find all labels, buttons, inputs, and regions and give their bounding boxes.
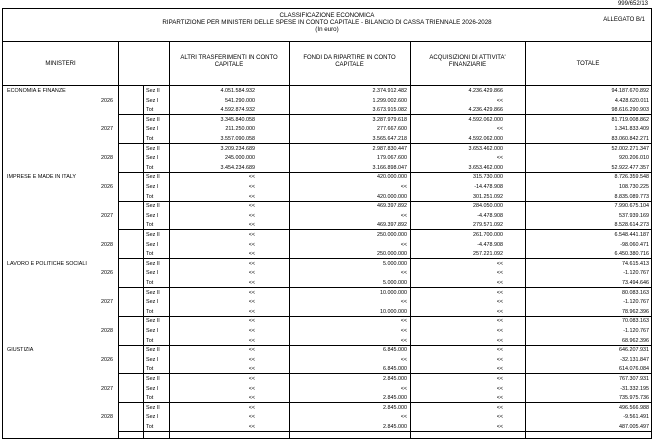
table-row	[3, 414, 651, 420]
document-number: 999/652/13	[617, 1, 648, 7]
value-cell: 315.730.000	[473, 174, 503, 181]
value-cell: <<	[496, 260, 503, 267]
value-cell: <<	[496, 289, 503, 296]
section-label: Tot	[146, 395, 154, 402]
value-cell: <<	[400, 184, 407, 190]
value-cell: 250.000.000	[377, 232, 407, 238]
value-cell: 7.990.675.104	[614, 203, 649, 210]
value-cell: 6.548.441.187	[614, 232, 649, 238]
value-cell: 5.000.000	[383, 280, 407, 286]
value-cell: <<	[248, 356, 255, 363]
value-cell: <<	[400, 241, 407, 248]
table-row	[3, 232, 651, 238]
value-cell: 3.287.979.618	[372, 116, 407, 123]
value-cell: 108.730.225	[619, 184, 649, 190]
table-row	[3, 146, 651, 152]
value-cell: 4.051.584.932	[220, 88, 255, 94]
section-label: Sez II	[146, 318, 160, 325]
attachment-label: ALLEGATO B/1	[603, 17, 645, 23]
value-cell: <<	[248, 241, 255, 248]
table-row	[3, 222, 651, 228]
table-row	[3, 366, 651, 372]
section-label: Sez I	[146, 299, 159, 306]
value-cell: 3.565.647.218	[372, 136, 407, 142]
value-cell: <<	[400, 212, 407, 219]
section-label: Sez I	[146, 184, 159, 190]
ministeri-header: MINISTERI	[45, 61, 76, 67]
section-label: Sez I	[146, 385, 159, 392]
value-cell: <<	[400, 318, 407, 325]
value-cell: 3.345.840.058	[220, 116, 255, 123]
value-cell: <<	[248, 289, 255, 296]
value-cell: <<	[248, 270, 255, 277]
value-cell: 767.307.931	[619, 376, 649, 382]
value-cell: <<	[400, 414, 407, 421]
value-cell: <<	[496, 347, 503, 354]
value-cell: 614.076.084	[619, 366, 649, 373]
table-row	[3, 309, 651, 315]
value-cell: <<	[248, 347, 255, 354]
value-cell: 211.250.000	[225, 126, 255, 133]
table-row	[3, 184, 651, 190]
section-label: Sez I	[146, 97, 159, 104]
table-row	[3, 136, 651, 142]
value-cell: 3.653.462.000	[468, 164, 503, 171]
value-cell: 2.845.000	[383, 424, 407, 430]
table-row	[3, 299, 651, 305]
section-label: Sez I	[146, 155, 159, 162]
table-row	[3, 261, 651, 267]
value-cell: <<	[248, 212, 255, 219]
table-row	[3, 251, 651, 257]
value-cell: 74.615.413	[622, 260, 649, 267]
table-row	[3, 213, 651, 219]
section-label: Tot	[146, 280, 154, 286]
year-cell: 2028	[101, 155, 113, 162]
value-cell: <<	[248, 280, 255, 286]
report-header	[2, 8, 652, 42]
value-cell: <<	[496, 424, 503, 430]
value-cell: <<	[496, 97, 503, 104]
value-cell: 3.653.462.000	[468, 145, 503, 152]
section-label: Sez I	[146, 414, 159, 421]
value-cell: 1.299.002.600	[372, 97, 407, 104]
value-cell: <<	[248, 193, 255, 200]
year-cell: 2026	[101, 356, 113, 363]
value-cell: 301.251.092	[473, 193, 503, 200]
table-row	[3, 405, 651, 411]
value-cell: 245.000.000	[225, 155, 255, 162]
value-cell: <<	[248, 414, 255, 421]
value-cell: <<	[248, 395, 255, 402]
value-cell: 1.341.833.409	[614, 126, 649, 133]
value-cell: 68.962.396	[622, 337, 649, 344]
value-cell: <<	[248, 299, 255, 306]
value-cell: <<	[248, 337, 255, 344]
value-cell: 10.000.000	[380, 289, 407, 296]
value-cell: <<	[496, 299, 503, 306]
value-cell: 537.939.169	[619, 212, 649, 219]
table-row	[3, 107, 651, 113]
table-row	[3, 88, 651, 94]
value-cell: <<	[400, 356, 407, 363]
table-row	[3, 174, 651, 180]
value-cell: 250.000.000	[377, 251, 407, 258]
value-cell: <<	[248, 424, 255, 430]
value-cell: 10.000.000	[380, 308, 407, 315]
value-cell: <<	[496, 385, 503, 392]
table-row	[3, 395, 651, 401]
value-cell: <<	[248, 376, 255, 382]
value-cell: <<	[400, 337, 407, 344]
value-cell: <<	[248, 308, 255, 315]
classification-title: CLASSIFICAZIONE ECONOMICA	[279, 12, 375, 19]
section-label: Tot	[146, 222, 154, 229]
value-cell: 420.000.000	[377, 193, 407, 200]
value-cell: 4.236.429.866	[468, 107, 503, 114]
section-label: Sez II	[146, 203, 160, 210]
value-cell: 70.083.163	[622, 318, 649, 325]
value-cell: <<	[496, 270, 503, 277]
value-cell: -9.561.491	[623, 414, 649, 421]
value-cell: 98.616.290.903	[611, 107, 649, 114]
value-cell: <<	[496, 376, 503, 382]
section-label: Sez II	[146, 289, 160, 296]
value-cell: 3.454.234.689	[220, 164, 255, 171]
value-cell: <<	[496, 308, 503, 315]
value-cell: 2.987.830.447	[372, 145, 407, 152]
section-label: Tot	[146, 251, 154, 258]
value-cell: 4.428.620.011	[614, 97, 649, 104]
value-cell: -1.120.767	[623, 270, 649, 277]
value-cell: <<	[496, 318, 503, 325]
value-cell: 735.975.736	[619, 395, 649, 402]
section-label: Sez II	[146, 404, 160, 411]
value-cell: <<	[496, 356, 503, 363]
table-row	[3, 126, 651, 132]
section-label: Sez II	[146, 145, 160, 152]
section-label: Sez II	[146, 232, 160, 238]
table-row	[3, 242, 651, 248]
value-cell: -1.120.767	[623, 299, 649, 306]
value-cell: <<	[400, 299, 407, 306]
value-cell: <<	[400, 270, 407, 277]
report-title: RIPARTIZIONE PER MINISTERI DELLE SPESE IN CONTO CAPITALE - BILANCIO DI CASSA TRIENNALE 2026-2028	[162, 19, 492, 26]
value-cell: 83.060.842.271	[611, 136, 649, 142]
ministry-name: LAVORO E POLITICHE SOCIALI	[7, 260, 87, 267]
table-row	[3, 424, 651, 430]
value-cell: <<	[496, 366, 503, 373]
value-cell: 78.962.396	[622, 308, 649, 315]
table-row	[3, 386, 651, 392]
value-cell: 279.571.092	[473, 222, 503, 229]
value-cell: 52.922.477.357	[611, 164, 649, 171]
value-cell: 3.166.898.047	[372, 164, 407, 171]
value-cell: <<	[248, 222, 255, 229]
value-cell: 2.845.000	[383, 376, 407, 382]
value-cell: -4.478.908	[477, 212, 503, 219]
section-label: Sez I	[146, 212, 159, 219]
table-row	[3, 347, 651, 353]
value-cell: 8.528.614.273	[614, 222, 649, 229]
col1-header: ALTRI TRASFERIMENTI IN CONTO CAPITALE	[180, 55, 278, 68]
year-cell: 2027	[101, 212, 113, 219]
section-label: Sez I	[146, 270, 159, 277]
table-row	[3, 280, 651, 286]
section-label: Tot	[146, 136, 154, 142]
value-cell: 80.083.163	[622, 289, 649, 296]
value-cell: <<	[496, 337, 503, 344]
col3-header: ACQUISIZIONI DI ATTIVITA' FINANZIARIE	[429, 55, 506, 68]
value-cell: <<	[248, 251, 255, 258]
year-cell: 2028	[101, 414, 113, 421]
column-header-row	[2, 42, 652, 86]
value-cell: <<	[496, 328, 503, 334]
value-cell: <<	[248, 232, 255, 238]
section-label: Tot	[146, 164, 154, 171]
value-cell: -14.478.908	[474, 184, 503, 190]
year-cell: 2027	[101, 385, 113, 392]
value-cell: 257.221.092	[473, 251, 503, 258]
value-cell: 4.236.429.866	[468, 88, 503, 94]
value-cell: <<	[248, 385, 255, 392]
year-cell: 2026	[101, 97, 113, 104]
section-label: Sez I	[146, 328, 159, 334]
value-cell: 920.206.010	[619, 155, 649, 162]
value-cell: 3.209.234.689	[220, 145, 255, 152]
value-cell: -98.060.471	[620, 241, 649, 248]
value-cell: 8.835.089.773	[614, 193, 649, 200]
value-cell: 4.592.874.932	[220, 107, 255, 114]
value-cell: -1.120.767	[623, 328, 649, 334]
value-cell: 6.845.000	[383, 347, 407, 354]
table-row	[3, 318, 651, 324]
section-label: Tot	[146, 424, 154, 430]
table-row	[3, 376, 651, 382]
table-row	[3, 328, 651, 334]
value-cell: 487.005.497	[619, 424, 649, 430]
table-row	[3, 155, 651, 161]
value-cell: <<	[248, 366, 255, 373]
section-label: Sez II	[146, 260, 160, 267]
ministry-name: ECONOMIA E FINANZE	[7, 88, 66, 94]
value-cell: 6.845.000	[383, 366, 407, 373]
year-cell: 2026	[101, 184, 113, 190]
section-label: Tot	[146, 337, 154, 344]
data-table	[2, 86, 652, 439]
value-cell: <<	[496, 155, 503, 162]
value-cell: <<	[248, 328, 255, 334]
value-cell: 3.673.915.082	[372, 107, 407, 114]
value-cell: <<	[248, 404, 255, 411]
value-cell: 3.557.090.058	[220, 136, 255, 142]
value-cell: 4.592.062.000	[468, 136, 503, 142]
section-label: Sez I	[146, 126, 159, 133]
col2-header: FONDI DA RIPARTIRE IN CONTO CAPITALE	[303, 55, 396, 68]
value-cell: 541.290.000	[225, 97, 255, 104]
value-cell: <<	[496, 395, 503, 402]
value-cell: <<	[248, 203, 255, 210]
value-cell: 2.845.000	[383, 395, 407, 402]
value-cell: 5.000.000	[383, 260, 407, 267]
ministry-name: GIUSTIZIA	[7, 347, 34, 354]
value-cell: 2.845.000	[383, 404, 407, 411]
table-row	[3, 270, 651, 276]
value-cell: <<	[248, 318, 255, 325]
year-cell: 2027	[101, 299, 113, 306]
section-label: Sez II	[146, 116, 160, 123]
totale-header: TOTALE	[576, 61, 600, 67]
section-label: Sez II	[146, 174, 160, 181]
value-cell: 179.067.600	[377, 155, 407, 162]
unit-note: (In euro)	[315, 26, 339, 33]
section-label: Sez I	[146, 356, 159, 363]
value-cell: <<	[496, 126, 503, 133]
value-cell: 496.566.988	[619, 404, 649, 411]
value-cell: 646.207.931	[619, 347, 649, 354]
value-cell: 284.050.000	[473, 203, 503, 210]
value-cell: <<	[496, 404, 503, 411]
value-cell: 52.002.271.347	[611, 145, 649, 152]
value-cell: -4.478.908	[477, 241, 503, 248]
value-cell: <<	[248, 174, 255, 181]
value-cell: <<	[248, 184, 255, 190]
value-cell: -31.332.195	[620, 385, 649, 392]
year-cell: 2028	[101, 328, 113, 334]
section-label: Tot	[146, 107, 154, 114]
value-cell: <<	[248, 260, 255, 267]
section-label: Sez I	[146, 241, 159, 248]
value-cell: 6.450.380.716	[614, 251, 649, 258]
value-cell: 469.397.892	[377, 222, 407, 229]
value-cell: <<	[496, 280, 503, 286]
table-row	[3, 117, 651, 123]
value-cell: 4.592.062.000	[468, 116, 503, 123]
section-label: Sez II	[146, 376, 160, 382]
section-label: Tot	[146, 193, 154, 200]
table-row	[3, 194, 651, 200]
value-cell: <<	[496, 414, 503, 421]
table-row	[3, 338, 651, 344]
value-cell: 2.374.912.482	[372, 88, 407, 94]
value-cell: 277.667.600	[377, 126, 407, 133]
value-cell: <<	[400, 385, 407, 392]
year-cell: 2027	[101, 126, 113, 133]
value-cell: -32.131.847	[620, 356, 649, 363]
value-cell: 94.187.670.892	[611, 88, 649, 94]
year-cell: 2028	[101, 241, 113, 248]
value-cell: <<	[400, 328, 407, 334]
table-row	[3, 98, 651, 104]
value-cell: 469.397.892	[377, 203, 407, 210]
table-row	[3, 290, 651, 296]
ministry-name: IMPRESE E MADE IN ITALY	[7, 174, 76, 181]
value-cell: 261.700.000	[473, 232, 503, 238]
section-label: Tot	[146, 308, 154, 315]
section-label: Sez II	[146, 347, 160, 354]
value-cell: 81.719.008.862	[611, 116, 649, 123]
table-row	[3, 165, 651, 171]
year-cell: 2026	[101, 270, 113, 277]
section-label: Sez II	[146, 88, 160, 94]
table-row	[3, 203, 651, 209]
table-row	[3, 357, 651, 363]
value-cell: 8.726.359.548	[614, 174, 649, 181]
value-cell: 73.494.646	[622, 280, 649, 286]
value-cell: 420.000.000	[377, 174, 407, 181]
section-label: Tot	[146, 366, 154, 373]
